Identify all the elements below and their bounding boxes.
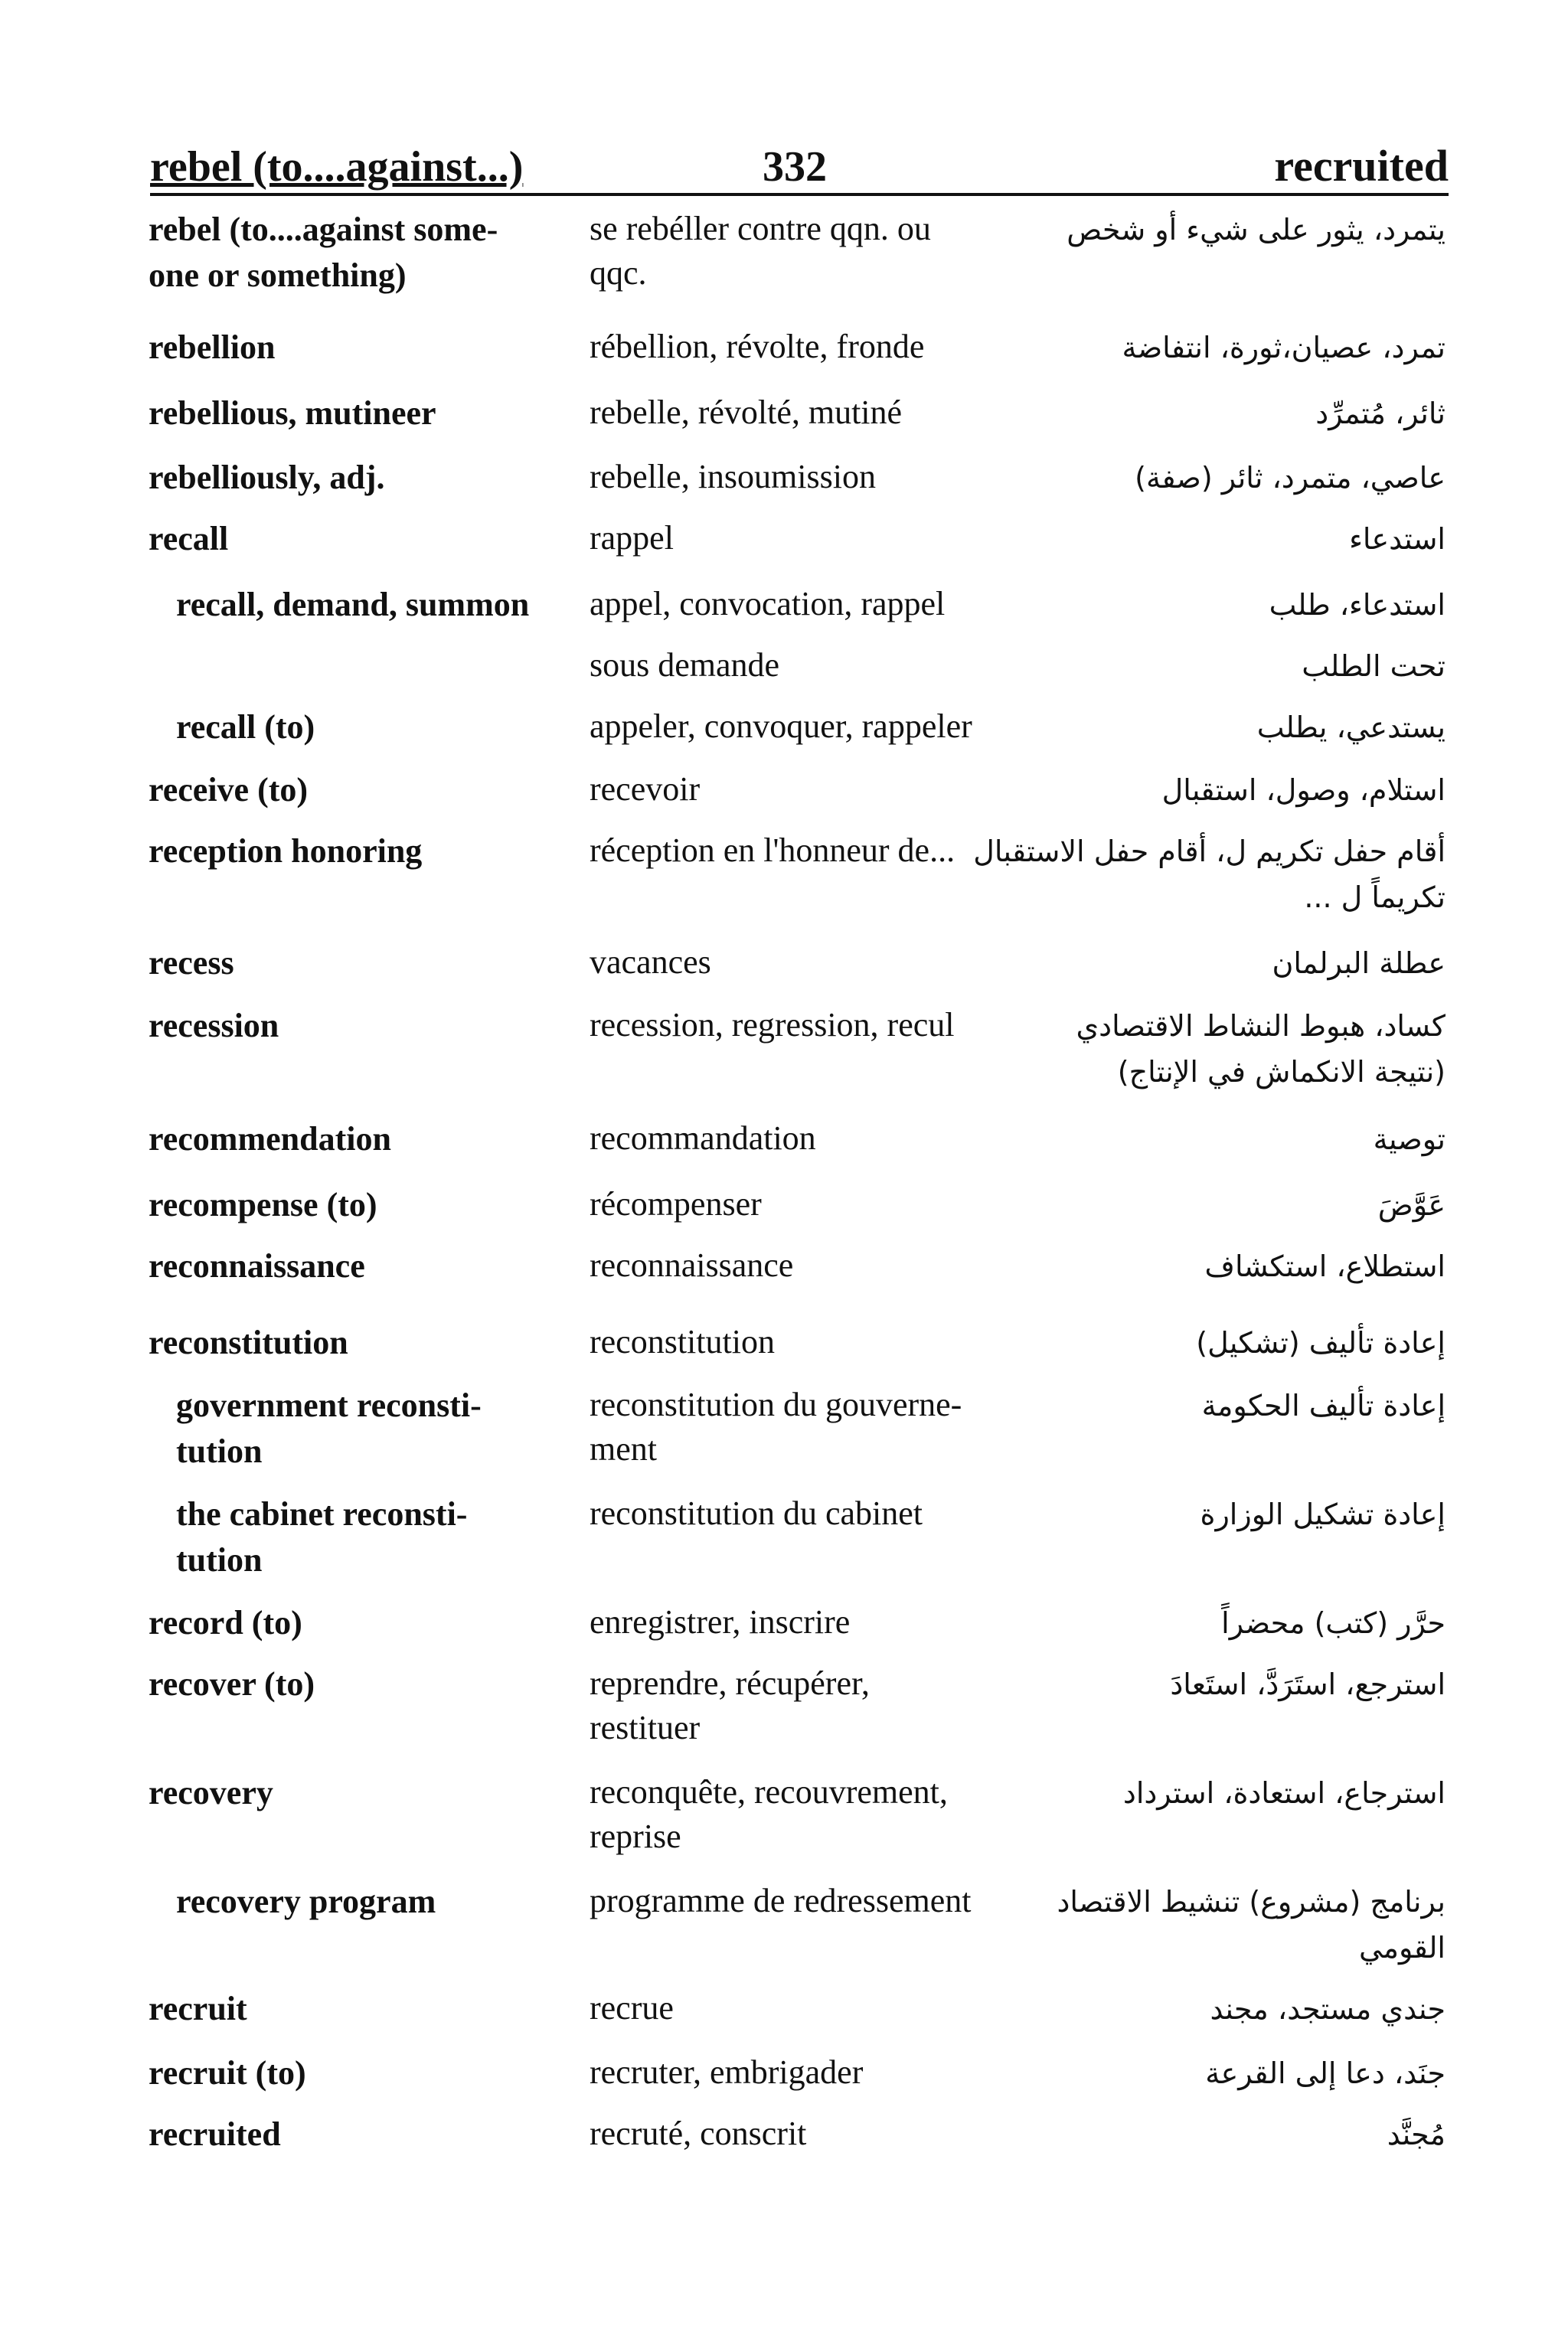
french-term: vacances bbox=[590, 943, 711, 981]
arabic-term: توصية bbox=[1373, 1122, 1446, 1156]
english-term: government reconsti- tution bbox=[176, 1387, 482, 1470]
english-term: reconstitution bbox=[149, 1324, 348, 1361]
english-term: rebel (to....against some- one or something) bbox=[149, 211, 498, 294]
arabic-term: تمرد، عصيان،ثورة، انتفاضة bbox=[1122, 331, 1446, 364]
french-term: reconnaissance bbox=[590, 1246, 794, 1284]
arabic-term: مُجنَّد bbox=[1387, 2118, 1446, 2151]
english-term: the cabinet reconsti- tution bbox=[176, 1495, 468, 1579]
arabic-term: عاصي، متمرد، ثائر (صفة) bbox=[1135, 461, 1446, 495]
arabic-term: حرَّر (كتب) محضراً bbox=[1221, 1606, 1446, 1640]
french-term: reprendre, récupérer, restituer bbox=[590, 1664, 870, 1746]
arabic-term: برنامج (مشروع) تنشيط الاقتصاد القومي bbox=[1057, 1885, 1446, 1965]
page-number: 332 bbox=[763, 143, 827, 191]
arabic-term: جندي مستجد، مجند bbox=[1210, 1992, 1446, 2026]
arabic-term: ثائر، مُتمرِّد bbox=[1315, 397, 1446, 430]
arabic-term: استطلاع، استكشاف bbox=[1204, 1249, 1446, 1283]
english-term: recall bbox=[149, 520, 229, 557]
french-term: programme de redressement bbox=[590, 1882, 972, 1919]
french-term: rebelle, insoumission bbox=[590, 458, 876, 495]
french-term: appel, convocation, rappel bbox=[590, 585, 946, 622]
arabic-term: عطلة البرلمان bbox=[1272, 946, 1446, 980]
english-term: receive (to) bbox=[149, 771, 309, 808]
french-term: rebelle, révolté, mutiné bbox=[590, 394, 903, 431]
french-term: rappel bbox=[590, 519, 674, 557]
english-term: recover (to) bbox=[149, 1665, 315, 1703]
french-term: recruter, embrigader bbox=[590, 2053, 864, 2091]
french-term: reconstitution bbox=[590, 1323, 775, 1360]
french-term: recrue bbox=[590, 1989, 674, 2027]
english-term: recruit (to) bbox=[149, 2054, 306, 2092]
arabic-term: أقام حفل تكريم ل، أقام حفل الاستقبال تكريماً ل ... bbox=[973, 835, 1446, 914]
english-term: reception honoring bbox=[149, 832, 423, 870]
english-term: recession bbox=[149, 1007, 279, 1044]
arabic-term: استرجاع، استعادة، استرداد bbox=[1122, 1776, 1446, 1810]
arabic-term: إعادة تأليف (تشكيل) bbox=[1196, 1326, 1446, 1360]
french-term: appeler, convoquer, rappeler bbox=[590, 707, 972, 745]
arabic-term: استرجع، استَرَدَّ، استَعادَ bbox=[1170, 1668, 1446, 1701]
french-term: reconstitution du gouverne- ment bbox=[590, 1386, 962, 1468]
french-term: reconstitution du cabinet bbox=[590, 1494, 923, 1532]
english-term: recommendation bbox=[149, 1120, 391, 1158]
french-term: recession, regression, recul bbox=[590, 1006, 955, 1044]
french-term: récompenser bbox=[590, 1185, 762, 1223]
arabic-term: استدعاء، طلب bbox=[1269, 588, 1446, 622]
arabic-term: عَوَّضَ bbox=[1377, 1188, 1446, 1222]
english-term: record (to) bbox=[149, 1604, 302, 1641]
english-term: recall (to) bbox=[176, 708, 315, 746]
english-term: rebellious, mutineer bbox=[149, 394, 436, 432]
english-term: rebelliously, adj. bbox=[149, 459, 385, 496]
french-term: recruté, conscrit bbox=[590, 2115, 807, 2152]
english-term: recompense (to) bbox=[149, 1186, 377, 1223]
arabic-term: استدعاء bbox=[1349, 522, 1446, 556]
french-term: recommandation bbox=[590, 1119, 816, 1157]
french-term: rébellion, révolte, fronde bbox=[590, 328, 925, 365]
arabic-term: استلام، وصول، استقبال bbox=[1161, 773, 1446, 807]
english-term: reconnaissance bbox=[149, 1247, 365, 1285]
french-term: sous demande bbox=[590, 646, 780, 684]
english-term: recovery bbox=[149, 1774, 273, 1811]
english-term: rebellion bbox=[149, 328, 276, 366]
english-term: recruit bbox=[149, 1990, 247, 2027]
header-guide-word-right: recruited bbox=[1274, 141, 1449, 191]
english-term: recall, demand, summon bbox=[176, 586, 530, 623]
arabic-term: إعادة تشكيل الوزارة bbox=[1200, 1498, 1446, 1531]
french-term: reconquête, recouvrement, reprise bbox=[590, 1773, 948, 1855]
arabic-term: يتمرد، يثور على شيء أو شخص bbox=[1067, 213, 1446, 247]
header-guide-word-left: rebel (to....against...) bbox=[150, 143, 524, 191]
french-term: enregistrer, inscrire bbox=[590, 1603, 851, 1641]
arabic-term: إعادة تأليف الحكومة bbox=[1201, 1389, 1446, 1423]
english-term: recruited bbox=[149, 2115, 281, 2153]
arabic-term: تحت الطلب bbox=[1302, 649, 1446, 683]
english-term: recovery program bbox=[176, 1883, 436, 1920]
french-term: se rebéller contre qqn. ou qqc. bbox=[590, 210, 931, 292]
french-term: réception en l'honneur de... bbox=[590, 831, 956, 869]
french-term: recevoir bbox=[590, 770, 701, 808]
arabic-term: يستدعي، يطلب bbox=[1256, 710, 1446, 744]
arabic-term: كساد، هبوط النشاط الاقتصادي (نتيجة الانكماش في الإنتاج) bbox=[1076, 1009, 1446, 1089]
english-term: recess bbox=[149, 944, 234, 982]
arabic-term: جنَد، دعا إلى القرعة bbox=[1205, 2056, 1446, 2090]
